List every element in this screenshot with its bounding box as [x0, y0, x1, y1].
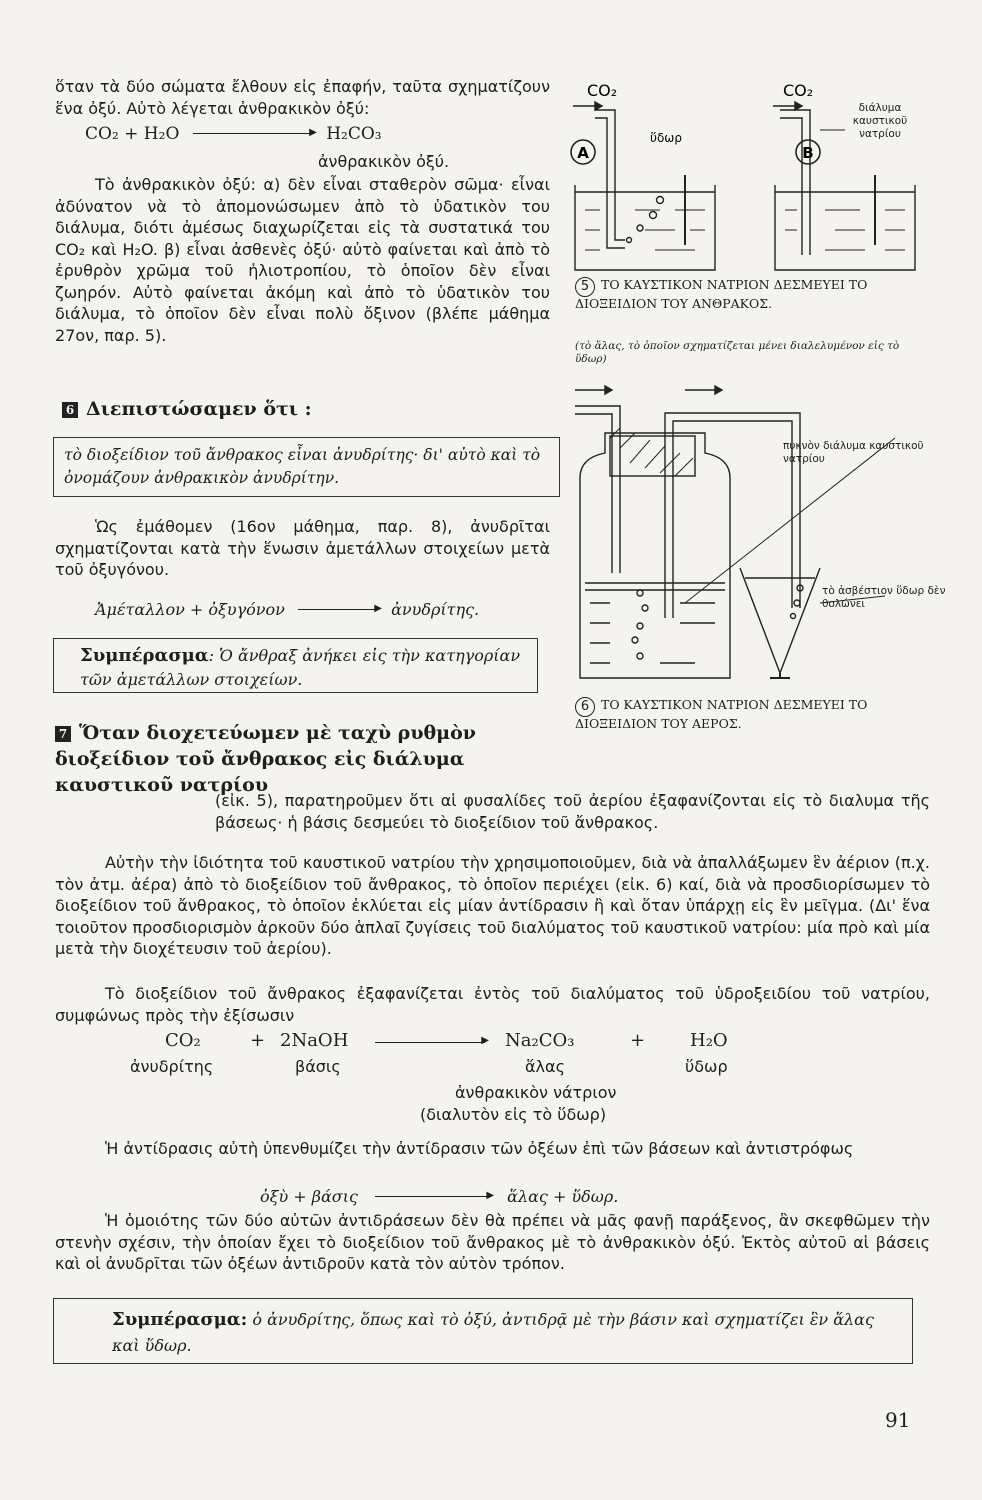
co2-label-b: CO₂ — [783, 81, 814, 100]
label-concentrated-solution: πυκνὸν διάλυμα καυστικοῦ νατρίου — [783, 440, 924, 465]
reaction-arrow: ▶ — [375, 1196, 490, 1197]
section-7-heading — [55, 720, 550, 798]
figure-5-number: 5 — [575, 277, 595, 297]
eq-co2: CO₂ — [165, 1030, 201, 1051]
reaction-arrow: ▶ — [375, 1042, 485, 1043]
paragraph-section-7-rest: (εἰκ. 5), παρατηροῦμεν ὅτι αἱ φυσαλίδες τοῦ ἀερίου ἐξαφανίζονται εἰς τὸ διαλυμα τῆς βάσεως· ἡ βάσις δεσμεύει τὸ διοξείδιον τοῦ ἄνθρακος. — [215, 791, 930, 832]
paragraph-similarity: Ἡ ὁμοιότης τῶν δύο αὐτῶν ἀντιδράσεων δὲν θὰ πρέπει νὰ μᾶς φανῇ παράξενος, ἂν σκεφθῶμεν τὴν στενὴν σχέσιν, τὴν ὁποίαν ἔχει τὸ διοξείδιον τοῦ ἄνθρακος μὲ τὸ ἀνθρακικὸν ὀξύ. Ἐκτὸς αὐτοῦ αἱ βάσεις καὶ οἱ ἀνυδρῖται τῶν ὀξέων ἀντιδροῦν κατὰ τὸν αὐτὸν τρόπον. — [55, 1211, 930, 1273]
reaction-arrow: ▶ — [298, 609, 378, 610]
beaker-b — [775, 185, 915, 270]
co2-label-a: CO₂ — [587, 81, 618, 100]
eq-plus-2: + — [630, 1030, 646, 1051]
eq-product-note: (διαλυτὸν εἰς τὸ ὕδωρ) — [420, 1105, 607, 1124]
solution-label: διάλυμα καυστικοῦ νατρίου — [852, 102, 908, 140]
figure-5 — [565, 70, 925, 285]
equation-acid-base-reactants: ὀξὺ + βάσις — [260, 1187, 358, 1206]
section-6-title: Διεπιστώσαμεν ὅτι : — [86, 398, 312, 420]
eq-naoh: 2NaOH — [280, 1030, 349, 1051]
paragraph-anhydrides: Ὡς ἐμάθομεν (16ον μάθημα, παρ. 8), ἀνυδρῖται σχηματίζονται κατὰ τὴν ἕνωσιν ἀμετάλλων στοιχείων μετὰ τοῦ ὀξυγόνου. — [55, 517, 550, 579]
eq-co2-label: ἀνυδρίτης — [130, 1057, 214, 1076]
page-number: 91 — [885, 1408, 911, 1432]
paragraph-application: Αὐτὴν τὴν ἰδιότητα τοῦ καυστικοῦ νατρίου τὴν χρησιμοποιοῦμεν, διὰ νὰ ἀπαλλάξωμεν ἓν ἀέριον (π.χ. τὸν ἀτμ. ἀέρα) ἀπὸ τὸ διοξείδιον τοῦ ἄνθρακος, τὸ ὁποῖον περιέχει (εἰκ. 6) καί, διὰ νὰ προσδιορίσωμεν τὸ διοξείδιον τοῦ ἄνθρακος, τὸ ὁποῖον ἐκλύεται εἰς μίαν ἀντίδρασιν ἢ καὶ ὅταν ὑπάρχῃ εἰς ἓν μεῖγμα. (Δι' ἕνα τοιοῦτον προσδιορισμὸν ἀρκοῦν δύο ἁπλαῖ ζυγίσεις τοῦ διαλύματος τοῦ καυστικοῦ νατρίου: μία πρὸ καὶ μία μετὰ τὴν διοχέτευσιν τοῦ ἀερίου). — [55, 853, 930, 958]
eq-na2co3: Na₂CO₃ — [505, 1030, 575, 1051]
conclusion-label: Συμπέρασμα — [80, 645, 209, 666]
conclusion-text: : Ὁ ἄνθραξ ἀνήκει εἰς τὴν κατηγορίαν τῶν ἀμετάλλων στοιχείων. — [80, 646, 521, 689]
eq-naoh-label: βάσις — [295, 1057, 341, 1076]
finding-box: τὸ διοξείδιον τοῦ ἄνθρακος εἶναι ἀνυδρίτης· δι' αὐτὸ καὶ τὸ ὀνομάζουν ἀνθρακικὸν ἀνυδρίτην. — [53, 437, 560, 497]
figure-5-caption: ΤΟ ΚΑΥΣΤΙΚΟΝ ΝΑΤΡΙΟΝ ΔΕΣΜΕΥΕΙ ΤΟ ΔΙΟΞΕΙΔΙΟΝ ΤΟΥ ΑΝΘΡΑΚΟΣ. — [575, 277, 868, 311]
equation-product: H₂CO₃ — [326, 124, 382, 144]
paragraph-reaction-reminder: Ἡ ἀντίδρασις αὐτὴ ὑπενθυμίζει τὴν ἀντίδρασιν τῶν ὀξέων ἐπὶ τῶν βάσεων καὶ ἀντιστρόφως — [105, 1139, 854, 1158]
figure-6-caption: ΤΟ ΚΑΥΣΤΙΚΟΝ ΝΑΤΡΙΟΝ ΔΕΣΜΕΥΕΙ ΤΟ ΔΙΟΞΕΙΔΙΟΝ ΤΟΥ ΑΕΡΟΣ. — [575, 697, 868, 731]
section-number-7: 7 — [55, 726, 71, 742]
equation-anhydride-reactants: Ἀμέταλλον + ὀξυγόνον — [95, 600, 285, 619]
eq-h2o-label: ὕδωρ — [685, 1057, 728, 1076]
eq-plus-1: + — [250, 1030, 266, 1051]
figure-5-note: (τὸ ἅλας, τὸ ὁποῖον σχηματίζεται μένει διαλελυμένον εἰς τὸ ὕδωρ) — [575, 340, 900, 365]
water-label: ὕδωρ — [650, 131, 682, 145]
beaker-a — [575, 185, 715, 270]
section-7-title: Ὅταν διοχετεύωμεν μὲ ταχὺ ρυθμὸν διοξείδιον τοῦ ἄνθρακος εἰς διάλυμα καυστικοῦ νατρίου — [55, 722, 476, 796]
figure-6-caption-block — [575, 697, 920, 730]
conical-glass — [740, 568, 820, 673]
label-lime-water: τὸ ἀσβέστιον ὕδωρ δὲν θολώνει — [822, 585, 946, 610]
equation-product-label: ἀνθρακικὸν ὀξύ. — [318, 152, 450, 171]
equation-naoh — [130, 1030, 830, 1130]
label-a: A — [577, 144, 589, 162]
equation-reactants: CO₂ + H₂O — [85, 124, 180, 144]
equation-anhydride-product: ἀνυδρίτης. — [391, 600, 480, 619]
figure-6 — [565, 378, 982, 698]
equation-anhydride — [95, 600, 479, 619]
figure-6-number: 6 — [575, 697, 595, 717]
figure-6-drawing — [565, 378, 982, 698]
conclusion-box-anhydride — [53, 1298, 913, 1364]
equation-acid-base — [260, 1187, 618, 1206]
eq-na2co3-label: ἅλας — [525, 1057, 565, 1076]
figure-5-caption-block — [575, 277, 920, 310]
paragraph-reaction-intro: Τὸ διοξείδιον τοῦ ἄνθρακος ἐξαφανίζεται ἐντὸς τοῦ διαλύματος τοῦ ὑδροξειδίου τοῦ νατρίου, συμφώνως πρὸς τὴν ἐξίσωσιν — [55, 984, 930, 1025]
equation-acid-base-products: ἅλας + ὕδωρ. — [507, 1187, 619, 1206]
section-6-heading — [62, 398, 312, 420]
conclusion-box-carbon — [53, 638, 538, 693]
reaction-arrow: ▶ — [193, 133, 313, 134]
paragraph-intro: ὅταν τὰ δύο σώματα ἔλθουν εἰς ἐπαφήν, ταῦτα σχηματίζουν ἕνα ὀξύ. Αὐτὸ λέγεται ἀνθρακικὸν ὀξύ: — [55, 77, 550, 118]
paragraph-carbonic-acid-properties: Τὸ ἀνθρακικὸν ὀξύ: α) δὲν εἶναι σταθερὸν σῶμα· εἶναι ἀδύνατον νὰ τὸ ἀπομονώσωμεν ἀπὸ τὸ ὑδατικὸν του διάλυμα, διότι ἀμέσως διαχωρίζεται εἰς τὰ συστατικά του CO₂ καὶ H₂O. β) εἶναι ἀσθενὲς ὀξύ· αὐτὸ φαίνεται καὶ ἀπὸ τὸ ἐρυθρὸν χρῶμα τοῦ ἡλιοτροπίου, τὸ ὁποῖον δὲν εἶναι ζωηρόν. Αὐτὸ φαίνεται ἀκόμη καὶ ἀπὸ τὸ ὑδατικὸν του διάλυμα, τὸ ὁποῖον δὲν εἶναι πολὺ ὄξινον (βλέπε μάθημα 27ον, παρ. 5). — [55, 175, 550, 345]
gas-tube-b — [780, 110, 810, 255]
section-number-6: 6 — [62, 402, 78, 418]
conclusion-label-2: Συμπέρασμα: — [112, 1309, 248, 1330]
equation-carbonic-acid — [85, 124, 382, 144]
conclusion-text-2: ὁ ἀνυδρίτης, ὅπως καὶ τὸ ὀξύ, ἀντιδρᾷ μὲ τὴν βάσιν καὶ σχηματίζει ἓν ἅλας καὶ ὕδωρ. — [112, 1310, 874, 1355]
label-b: B — [802, 144, 814, 162]
eq-product-name: ἀνθρακικὸν νάτριον — [455, 1083, 617, 1102]
eq-h2o: H₂O — [690, 1030, 728, 1051]
gas-tube-a — [595, 110, 625, 240]
